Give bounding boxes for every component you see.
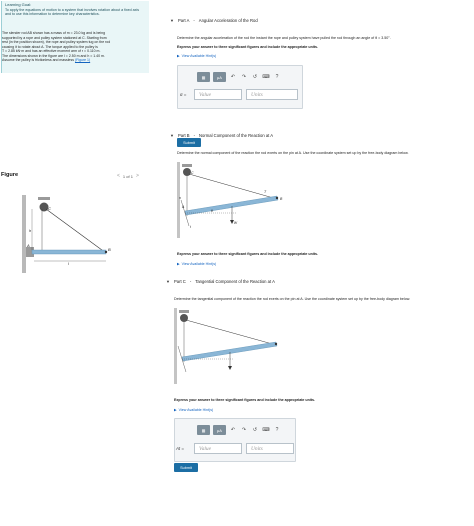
part-a-header[interactable] — [170, 18, 258, 23]
label-c: C — [48, 206, 51, 211]
part-b-subtitle: Normal Component of the Reaction at A — [199, 133, 274, 138]
rod — [182, 342, 277, 361]
redo-icon[interactable]: ↷ — [241, 74, 247, 80]
rope — [189, 174, 277, 199]
problem-line — [2, 58, 148, 63]
rod — [185, 196, 278, 215]
undo-icon[interactable]: ↶ — [230, 74, 236, 80]
pulley — [183, 168, 191, 176]
caret-right-icon: ▶ — [177, 54, 180, 58]
part-b-instruction: Express your answer to three significant figures and include the appropriate units. — [177, 252, 318, 256]
pin-b — [275, 343, 277, 345]
label-theta: θ — [211, 209, 213, 213]
part-a-hint-link[interactable] — [177, 54, 216, 58]
pulley-support — [182, 164, 192, 167]
pulley-support — [38, 197, 50, 200]
label-a: A — [27, 243, 30, 248]
part-a-units-input[interactable]: Units — [246, 89, 298, 100]
template-button[interactable]: ▦ — [197, 425, 210, 435]
label-b: B — [280, 197, 283, 201]
part-c-header[interactable] — [166, 279, 275, 284]
pin-b — [276, 197, 278, 199]
wall — [177, 162, 180, 238]
keyboard-icon[interactable]: ⌨ — [262, 74, 270, 80]
part-c-value-input[interactable]: Value — [194, 443, 242, 454]
part-a-submit-button[interactable]: Submit — [177, 138, 201, 147]
part-a-var-label: α = — [180, 92, 187, 97]
pin-b — [105, 251, 107, 253]
figure-diagram — [22, 195, 148, 275]
part-a-hint-text: View Available Hint(s) — [181, 54, 217, 58]
pulley-support — [179, 310, 189, 313]
collapse-icon: ▼ — [166, 279, 170, 284]
rod — [32, 250, 106, 254]
help-icon[interactable]: ? — [275, 74, 279, 80]
part-b-hint-link[interactable] — [177, 262, 216, 266]
keyboard-icon[interactable]: ⌨ — [262, 427, 270, 433]
label-n: n — [179, 196, 181, 200]
problem-line-text: Assume the pulley is frictionless and massless — [2, 58, 74, 63]
reset-icon[interactable]: ↺ — [252, 427, 258, 433]
part-b-fbd-diagram — [177, 162, 287, 240]
part-b-header[interactable] — [170, 133, 273, 138]
reset-icon[interactable]: ↺ — [252, 74, 258, 80]
figure-link[interactable]: (Figure 1) — [74, 58, 91, 63]
part-c-question: Determine the tangential component of the reaction the rod exerts on the pin at A. Use the coordinate system set up by the free-body diagram below. — [174, 297, 411, 301]
part-b-title: Part B — [177, 133, 190, 138]
figure-pager — [117, 172, 149, 180]
mu-a-button[interactable]: μA — [213, 72, 226, 82]
part-b-sep: - — [193, 133, 196, 138]
undo-icon[interactable]: ↶ — [230, 427, 236, 433]
weight-arrowhead — [228, 366, 232, 370]
part-a-instruction: Express your answer to three significant figures and include the appropriate units. — [177, 45, 318, 49]
redo-icon[interactable]: ↷ — [241, 427, 247, 433]
part-a-title: Part A — [177, 18, 190, 23]
label-b: B — [108, 247, 111, 252]
part-a-toolbar — [197, 72, 281, 82]
normal-axis — [178, 346, 182, 359]
help-icon[interactable]: ? — [275, 427, 279, 433]
wall — [174, 308, 177, 384]
part-a-sep: - — [193, 18, 195, 23]
collapse-icon: ▼ — [170, 133, 174, 138]
caret-right-icon: ▶ — [174, 408, 177, 412]
part-a-subtitle: Angular Acceleration of the Rod — [198, 18, 258, 23]
label-c: C — [191, 171, 194, 175]
part-c-subtitle: Tangential Component of the Reaction at A — [195, 279, 275, 284]
learning-goal-title: Learning Goal: — [5, 2, 32, 7]
learning-goal-text: To apply the equations of motion to a system that involves rotation about a fixed axis and to use this information to determine key characteristics. — [5, 7, 140, 17]
rope — [46, 209, 106, 253]
label-l: l — [68, 261, 69, 266]
problem-line: rest (in the position shown), the rope and pulley system tug on the rod — [2, 40, 111, 45]
wall — [22, 195, 26, 273]
label-t-axis: t — [190, 225, 191, 229]
problem-statement — [2, 31, 148, 63]
part-c-title: Part C — [173, 279, 186, 284]
collapse-icon: ▼ — [170, 18, 174, 23]
problem-line: causing it to rotate about A. The torque applied to the pulley is — [2, 44, 98, 49]
label-w: W — [234, 221, 238, 225]
part-c-units-input[interactable]: Units — [246, 443, 294, 454]
rope — [186, 320, 276, 345]
part-b-question: Determine the normal component of the reaction the rod exerts on the pin at A. Use the coordinate system set up by the free-body diagram below. — [177, 151, 409, 155]
prev-figure-button[interactable]: < — [117, 173, 120, 179]
label-h: h — [29, 228, 32, 233]
problem-line: The slender rod AB shown has a mass of m = 23.0 kg and is being — [2, 31, 106, 35]
part-c-toolbar — [197, 425, 281, 435]
caret-right-icon: ▶ — [177, 262, 180, 266]
problem-line: The dimensions shown in the figure are l = 2.50 m and h = 1.40 m. — [2, 53, 105, 58]
problem-line: supported by a rope and pulley system stationed at C. Starting from — [2, 35, 107, 40]
figure-label: Figure — [1, 172, 19, 178]
figure-pager-text: 1 of 1 — [122, 173, 133, 179]
part-c-hint-link[interactable] — [174, 408, 213, 412]
next-figure-button[interactable]: > — [135, 173, 139, 179]
template-button[interactable]: ▦ — [197, 72, 210, 82]
part-c-submit-button[interactable]: Submit — [174, 463, 198, 472]
part-c-sep: - — [189, 279, 192, 284]
pulley — [180, 314, 188, 322]
problem-line: T = 2.85 kN·m and has an effective moment arm of r = 0.110 m. — [2, 49, 101, 54]
part-c-hint-text: View Available Hint(s) — [178, 408, 214, 412]
part-a-question: Determine the angular acceleration of the rod the instant the rope and pulley system have pulled the rod through an angle of θ = 3.50°. — [177, 36, 391, 40]
part-c-fbd-diagram — [174, 308, 286, 386]
part-c-var-label: At = — [176, 446, 184, 451]
part-b-hint-text: View Available Hint(s) — [181, 262, 217, 266]
label-a: A — [182, 205, 185, 209]
label-t: T — [264, 190, 267, 194]
part-c-instruction: Express your answer to three significant figures and include the appropriate units. — [174, 398, 315, 402]
part-a-value-input[interactable]: Value — [194, 89, 242, 100]
mu-a-button[interactable]: μA — [213, 425, 226, 435]
